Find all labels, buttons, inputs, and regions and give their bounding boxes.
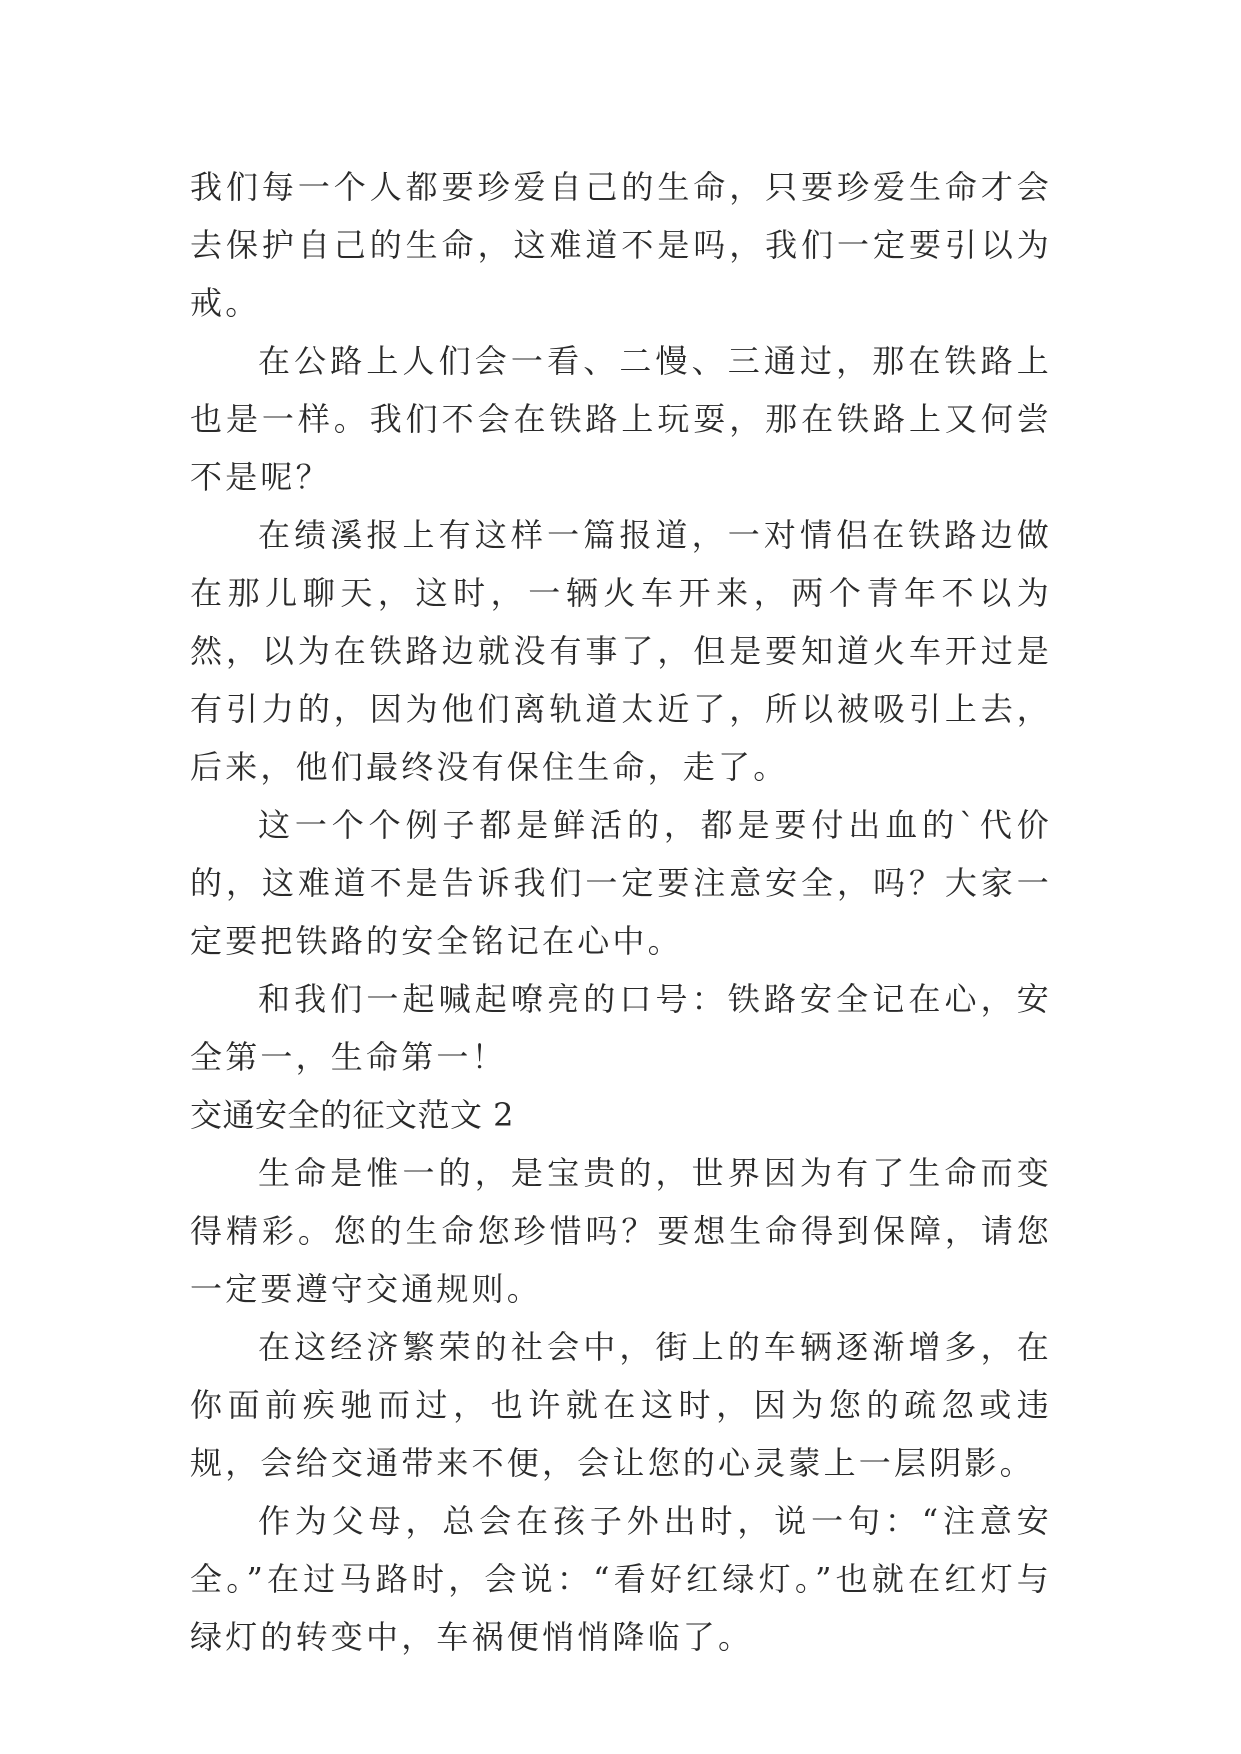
paragraph-3: 在绩溪报上有这样一篇报道，一对情侣在铁路边做在那儿聊天，这时，一辆火车开来，两个青年不以为然，以为在铁路边就没有事了，但是要知道火车开过是有引力的，因为他们离轨道太近了，所以被吸引上去，后来，他们最终没有保住生命，走了。 xyxy=(190,516,1052,786)
paragraph-1: 我们每一个人都要珍爱自己的生命，只要珍爱生命才会去保护自己的生命，这难道不是吗，我们一定要引以为戒。 xyxy=(190,168,1052,322)
paragraph-6: 生命是惟一的，是宝贵的，世界因为有了生命而变得精彩。您的生命您珍惜吗？要想生命得到保障，请您一定要遵守交通规则。 xyxy=(190,1154,1052,1308)
document-body xyxy=(190,158,1052,1666)
paragraph-4: 这一个个例子都是鲜活的，都是要付出血的`代价的，这难道不是告诉我们一定要注意安全，吗？大家一定要把铁路的安全铭记在心中。 xyxy=(190,806,1052,960)
section-heading: 交通安全的征文范文 2 xyxy=(190,1096,515,1134)
paragraph-5: 和我们一起喊起嘹亮的口号：铁路安全记在心，安全第一，生命第一！ xyxy=(190,980,1052,1076)
paragraph-8: 作为父母，总会在孩子外出时，说一句：“注意安全。”在过马路时，会说：“看好红绿灯。”也就在红灯与绿灯的转变中，车祸便悄悄降临了。 xyxy=(190,1502,1052,1656)
paragraph-7: 在这经济繁荣的社会中，街上的车辆逐渐增多，在你面前疾驰而过，也许就在这时，因为您的疏忽或违规，会给交通带来不便，会让您的心灵蒙上一层阴影。 xyxy=(190,1328,1052,1482)
paragraph-2: 在公路上人们会一看、二慢、三通过，那在铁路上也是一样。我们不会在铁路上玩耍，那在铁路上又何尝不是呢？ xyxy=(190,342,1052,496)
